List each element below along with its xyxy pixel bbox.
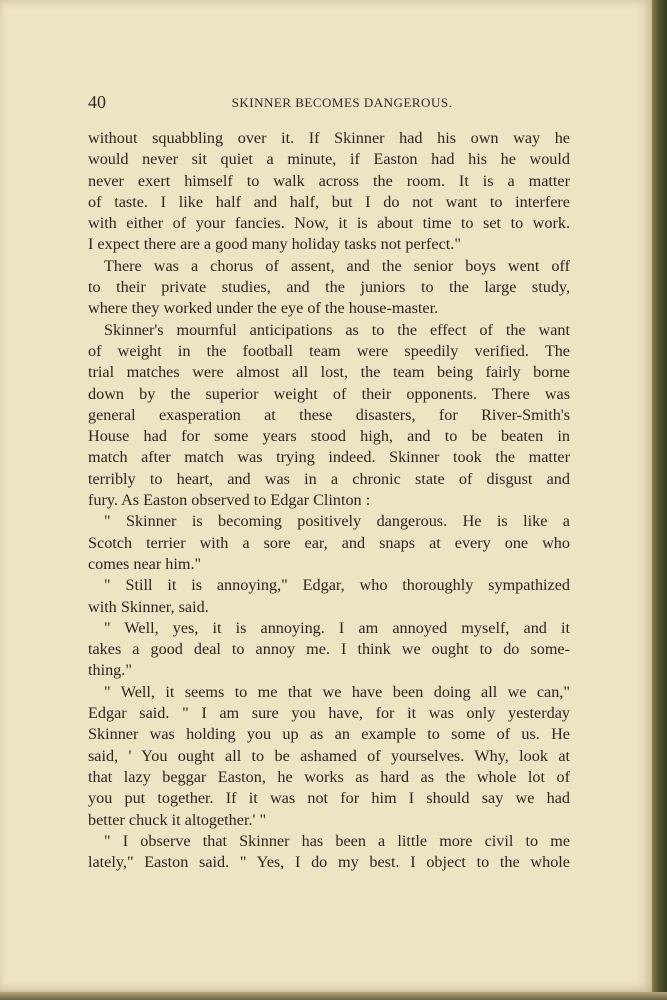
text-line: Skinner's mournful anticipations as to the effect of the want [104,320,570,339]
text-line: Skinner was holding you up as an example to some of us. He [88,725,570,744]
text-line: would never sit quiet a minute, if Easton had his he would [88,150,570,169]
text-line: There was a chorus of assent, and the senior boys went off [104,256,570,275]
text-line: Scotch terrier with a sore ear, and snaps at every one who [88,533,570,552]
book-spine-edge [652,0,667,1000]
running-head: SKINNER BECOMES DANGEROUS. [231,95,453,110]
text-line: without squabbling over it. If Skinner had his own way he [88,129,570,147]
text-line: of taste. I like half and half, but I do not want to interfere [88,192,570,211]
text-line: takes a good deal to annoy me. I think we ought to do some- [88,640,570,659]
text-line: match after match was trying indeed. Skinner took the matter [88,448,570,467]
text-line: said, ' You ought all to be ashamed of yourselves. Why, look at [88,746,570,765]
text-line: of weight in the football team were speedily verified. The [88,341,570,360]
text-line: to their private studies, and the juniors to the large study, [88,278,570,297]
text-line: comes near him." [88,554,202,573]
page-bottom-edge [0,992,667,1000]
text-line: that lazy beggar Easton, he works as hard as the whole lot of [88,767,570,786]
text-line: House had for some years stood high, and to be beaten in [88,427,570,446]
text-line: you put together. If it was not for him I should say we had [88,789,570,808]
text-line: " Well, yes, it is annoying. I am annoyed myself, and it [104,618,570,637]
text-line: " I observe that Skinner has been a little more civil to me [104,831,570,850]
page-number: 40 [88,92,106,112]
text-line: better chuck it altogether.' " [88,810,267,829]
text-line: Edgar said. " I am sure you have, for it was only yesterday [88,704,570,723]
text-line: " Skinner is becoming positively dangerous. He is like a [104,512,570,531]
text-line: down by the superior weight of their opponents. There was [88,384,570,403]
text-line: lately," Easton said. " Yes, I do my best. I object to the whole [88,853,570,872]
text-line: I expect there are a good many holiday tasks not perfect." [88,235,461,254]
text-line: fury. As Easton observed to Edgar Clinton : [88,491,371,510]
text-line: " Well, it seems to me that we have been doing all we can," [104,682,570,701]
text-line: with either of your fancies. Now, it is about time to set to work. [88,214,570,233]
text-line: " Still it is annoying," Edgar, who thoroughly sympathized [104,576,570,595]
text-line: with Skinner, said. [88,597,209,616]
text-line: where they worked under the eye of the house-master. [88,299,439,318]
text-line: general exasperation at these disasters, for River-Smith's [88,405,570,424]
page-header [88,92,570,114]
body-text [88,128,570,873]
text-line: terribly to heart, and was in a chronic state of disgust and [88,469,570,488]
text-line: never exert himself to walk across the room. It is a matter [88,171,570,190]
text-line: trial matches were almost all lost, the team being fairly borne [88,363,570,382]
text-line: thing." [88,661,132,680]
